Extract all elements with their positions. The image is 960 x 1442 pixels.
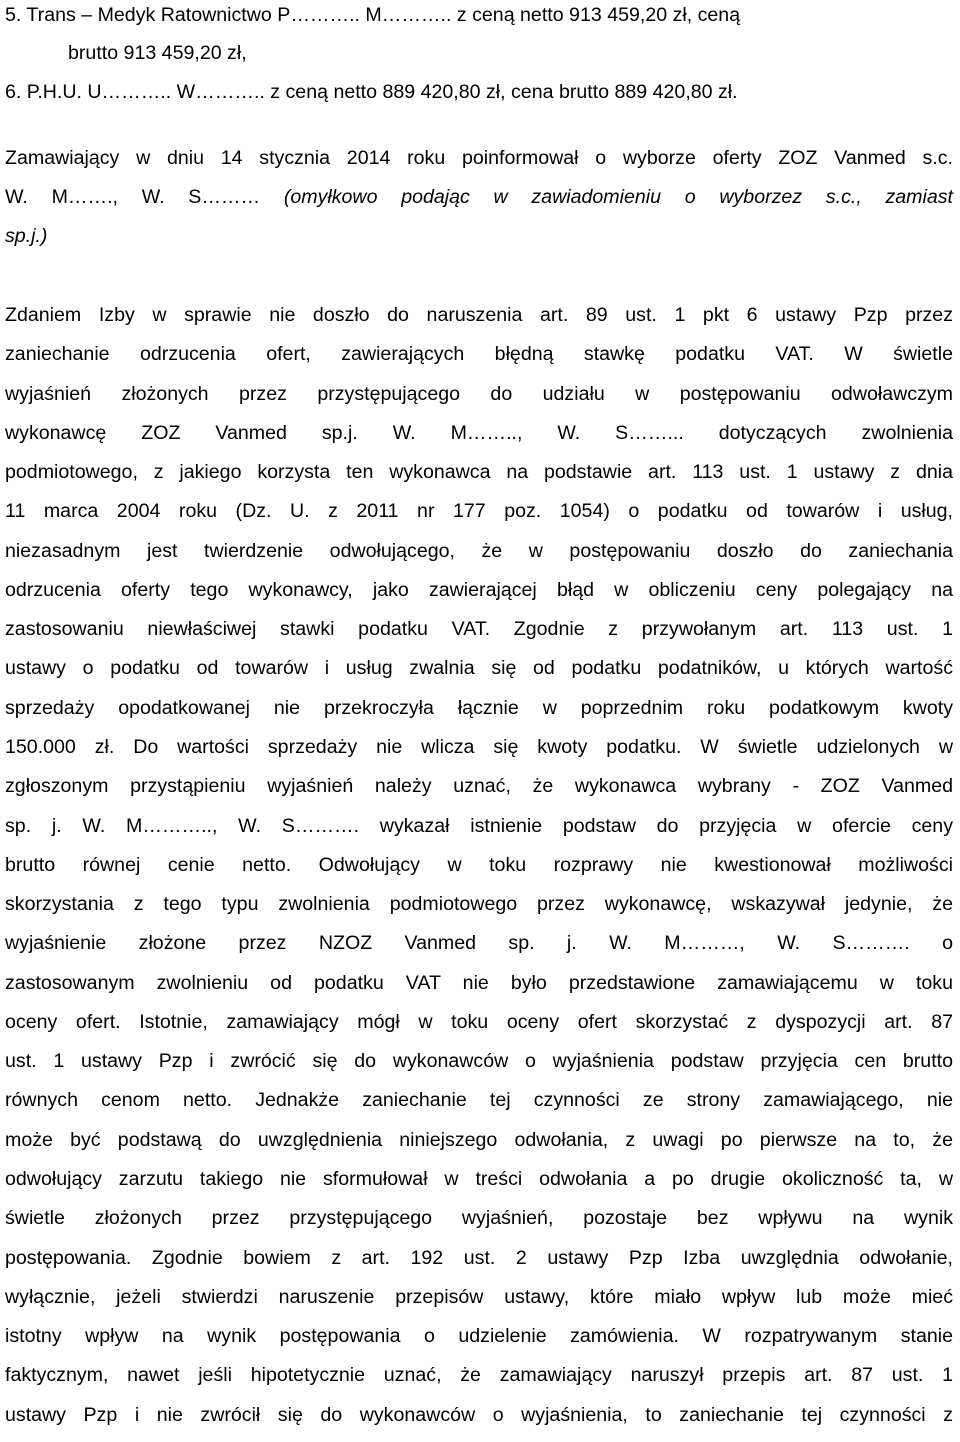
list-item-5-line-1: 5. Trans – Medyk Ratownictwo P……….. M……….. z ceną netto 913 459,20 zł, ceną	[5, 4, 741, 26]
body-line: faktycznym, nawet jeśli hipotetycznie uznać, że zamawiający naruszył przepis art. 87 ust. 1	[5, 1364, 953, 1387]
body-line: ust. 1 ustawy Pzp i zwrócić się do wykonawców o wyjaśnienia podstaw przyjęcia cen brutto	[5, 1050, 953, 1073]
body-line: brutto równej cenie netto. Odwołujący w toku rozprawy nie kwestionował możliwości	[5, 853, 953, 876]
body-line: sprzedaży opodatkowanej nie przekroczyła łącznie w poprzednim roku podatkowym kwoty	[5, 696, 953, 719]
list-item-5-line-2: brutto 913 459,20 zł,	[68, 42, 247, 64]
body-line: niezasadnym jest twierdzenie odwołującego, że w postępowaniu doszło do zaniechania	[5, 539, 953, 562]
body-line: wyjaśnienie złożone przez NZOZ Vanmed sp. j. W. M………, W. S………. o	[5, 932, 953, 955]
body-line: podmiotowego, z jakiego korzysta ten wykonawca na podstawie art. 113 ust. 1 ustawy z dnia	[5, 461, 953, 484]
body-line: świetle złożonych przez przystępującego wyjaśnień, pozostaje bez wpływu na wynik	[5, 1207, 953, 1230]
body-line: sp. j. W. M……….., W. S………. wykazał istnienie podstaw do przyjęcia w ofercie ceny	[5, 814, 953, 837]
body-line: wyłącznie, jeżeli stwierdzi naruszenie przepisów ustawy, które miało wpływ lub może mieć	[5, 1285, 953, 1308]
body-line: Zdaniem Izby w sprawie nie doszło do naruszenia art. 89 ust. 1 pkt 6 ustawy Pzp przez	[5, 304, 953, 326]
body-line: 150.000 zł. Do wartości sprzedaży nie wlicza się kwoty podatku. W świetle udzielonych w	[5, 736, 953, 758]
body-line: postępowania. Zgodnie bowiem z art. 192 ust. 2 ustawy Pzp Izba uwzględnia odwołanie,	[5, 1246, 953, 1269]
notice-line-2-plain: W. M……., W. S………	[5, 186, 284, 208]
body-line: wykonawcę ZOZ Vanmed sp.j. W. M…….., W. S……... dotyczących zwolnienia	[5, 421, 953, 444]
body-line: skorzystania z tego typu zwolnienia podmiotowego przez wykonawcę, wskazywał jedynie, że	[5, 893, 953, 916]
body-line: odwołujący zarzutu takiego nie sformułował w treści odwołania a po drugie okoliczność ta, w	[5, 1167, 953, 1190]
notice-line-2	[5, 184, 953, 210]
body-line: 11 marca 2004 roku (Dz. U. z 2011 nr 177 poz. 1054) o podatku od towarów i usług,	[5, 500, 953, 523]
body-line: ustawy o podatku od towarów i usług zwalnia się od podatku podatników, u których wartość	[5, 657, 953, 680]
body-line: ustawy Pzp i nie zwrócił się do wykonawców o wyjaśnienia, to zaniechanie tej czynności z	[5, 1403, 953, 1426]
notice-line-1: Zamawiający w dniu 14 stycznia 2014 roku poinformował o wyborze oferty ZOZ Vanmed s.c.	[5, 147, 953, 169]
body-line: oceny ofert. Istotnie, zamawiający mógł w toku oceny ofert skorzystać z dyspozycji art. 87	[5, 1010, 953, 1033]
body-line: zaniechanie odrzucenia ofert, zawierających błędną stawkę podatku VAT. W świetle	[5, 343, 953, 366]
body-line: istotny wpływ na wynik postępowania o udzielenie zamówienia. W rozpatrywanym stanie	[5, 1325, 953, 1347]
body-line: równych cenom netto. Jednakże zaniechanie tej czynności ze strony zamawiającego, nie	[5, 1089, 953, 1112]
list-item-6-line-1: 6. P.H.U. U……….. W……….. z ceną netto 889 420,80 zł, cena brutto 889 420,80 zł.	[5, 81, 738, 103]
notice-line-2-italic: (omyłkowo podając w zawiadomieniu o wyborzez s.c., zamiast	[283, 186, 953, 208]
body-line: odrzucenia oferty tego wykonawcy, jako zawierającej błąd w obliczeniu ceny polegający na	[5, 578, 953, 601]
notice-line-3: sp.j.)	[5, 225, 48, 247]
body-line: zastosowanym zwolnieniu od podatku VAT nie było przedstawione zamawiającemu w toku	[5, 971, 953, 994]
body-line: może być podstawą do uwzględnienia niniejszego odwołania, z uwagi po pierwsze na to, że	[5, 1128, 953, 1151]
body-line: wyjaśnień złożonych przez przystępującego do udziału w postępowaniu odwoławczym	[5, 382, 953, 405]
body-line: zgłoszonym przystąpieniu wyjaśnień należy uznać, że wykonawca wybrany - ZOZ Vanmed	[5, 775, 953, 798]
body-line: zastosowaniu niewłaściwej stawki podatku VAT. Zgodnie z przywołanym art. 113 ust. 1	[5, 618, 953, 641]
